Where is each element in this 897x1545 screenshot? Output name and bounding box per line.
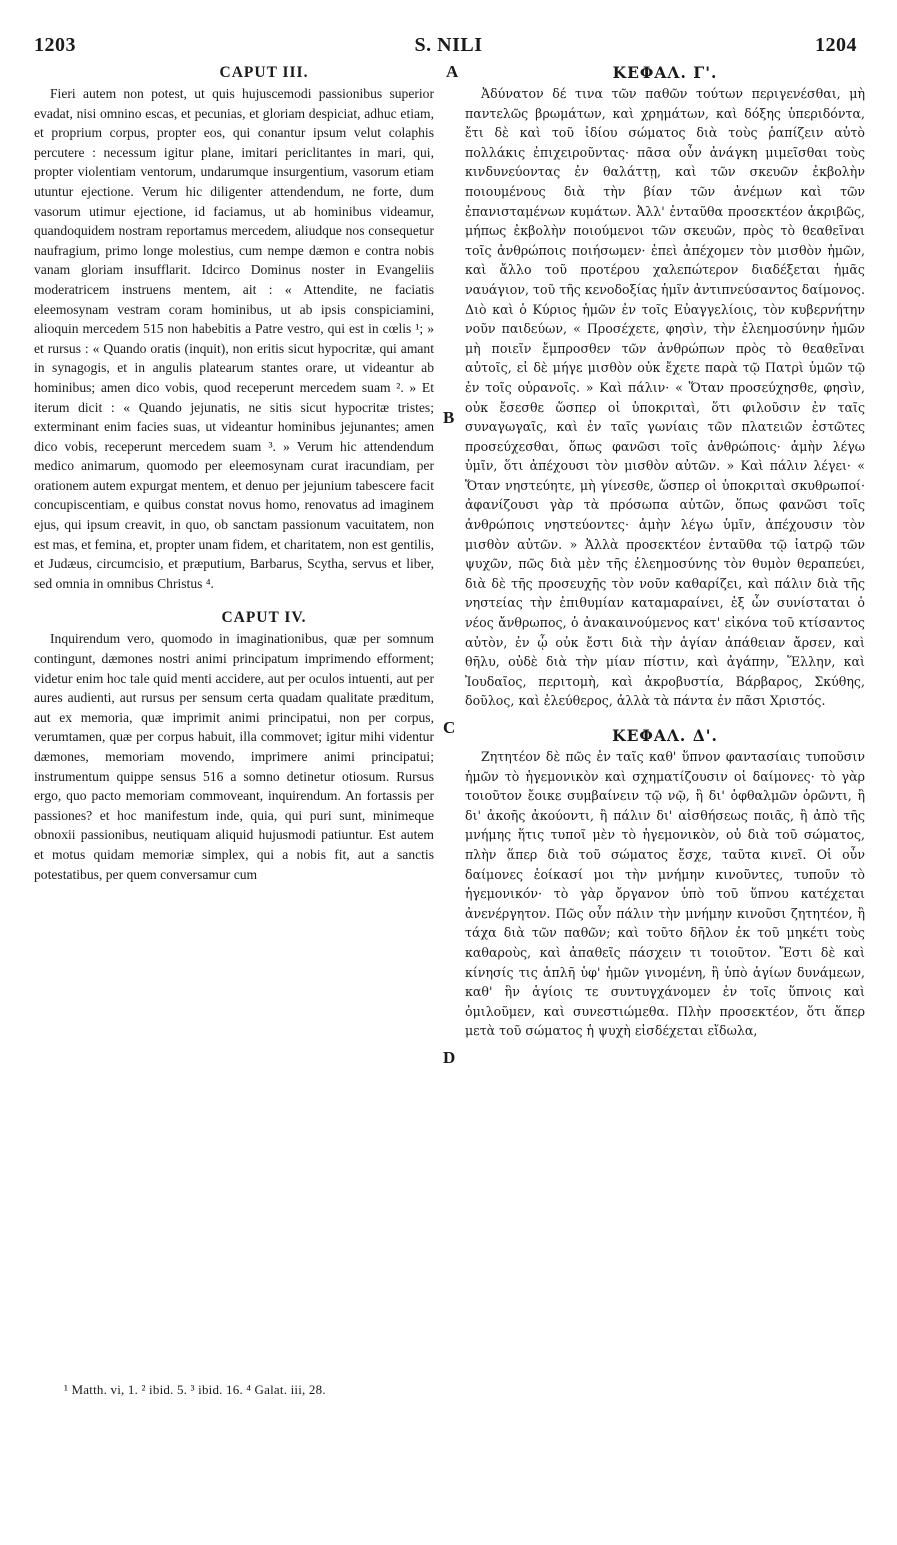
greek-chapter-4-heading: ΚΕΦΑΛ. Δ'. bbox=[612, 726, 718, 745]
greek-chapter-3-text: Ἀδύνατον δέ τινα τῶν παθῶν τούτων περιγενέσθαι, μὴ παντελῶς βρωμάτων, καὶ χρημάτων, καὶ δόξης ὑπεριδόντα, ἔτι δὲ καὶ τοῦ ἰδίου σώματος διὰ τοὺς ῥαπίζειν αὐτὸ πολλάκις ἐπιχειροῦντας· πᾶσα οὖν ἀνάγκη μιμεῖσθαι τοὺς κινδυνεύοντας ἐν θαλάττῃ, καὶ τῶν σκευῶν ἐκβολὴν ποιουμένους διὰ τὴν βίαν τῶν ἀνέμων καὶ τῶν ἐπανισταμένων κυμάτων. Ἀλλ' ἐνταῦθα προσεκτέον ἀκριβῶς, μήπως ἐκβολὴν ποιούμενοι τῶν σκευῶν, πρὸς τὸ θεαθεῖναι τοῖς ἀνθρώποις ποιήσωμεν· ἐπεὶ ἀπέχομεν τὸν μισθὸν ἡμῶν, καὶ ἄλλο τοῦ προτέρου χαλεπώτερον διαδέξεται ἡμᾶς ναυάγιον, τοῦ τῆς κενοδοξίας ἡμῖν ἀντιπνεύσαντος δαίμονος. Διὸ καὶ ὁ Κύριος ἡμῶν ἐν τοῖς Εὐαγγελίοις, τὸν κυβερνήτην νοῦν παιδεύων, « Προσέχετε, φησὶν, τὴν ἐλεημοσύνην ἡμῶν μὴ ποιεῖν ἔμπροσθεν τῶν ἀνθρώπων πρὸς τὸ θεαθεῖναι αὐτοῖς, εἰ δὲ μήγε μισθὸν οὐκ ἔχετε παρὰ τῷ Πατρὶ ὑμῶν τῷ ἐν τοῖς οὐρανοῖς. » Καὶ πάλιν· « Ὅταν προσεύχησθε, φησὶν, οὐκ ἔσεσθε ὥσπερ οἱ ὑποκριταὶ, ὅτι φιλοῦσιν ἐν ταῖς συναγωγαῖς, καὶ ἐν ταῖς γωνίαις τῶν πλατειῶν ἑστῶτες προσεύχεσθαι, ὅπως φανῶσι τοῖς ἀνθρώποις· ἀμὴν λέγω ὑμῖν, ὅτι ἀπέχουσι τὸν μισθὸν αὐτῶν. » Καὶ πάλιν λέγει· « Ὅταν νηστεύητε, μὴ γίνεσθε, ὥσπερ οἱ ὑποκριταὶ σκυθρωποί· ἀφανίζουσι γὰρ τὰ πρόσωπα αὐτῶν, ὅπως φανῶσι τοῖς ἀνθρώποις νηστεύοντες· ἀμὴν λέγω ὑμῖν, ἀπέχουσιν τὸν μισθὸν αὐτῶν. » Ἀλλὰ προσεκτέον ἐνταῦθα τῷ ἰατρῷ τῶν ψυχῶν, πῶς διὰ μὲν τῆς ἐλεημοσύνης τὸν θυμὸν θεραπεύει, διὰ δὲ τῆς προσευχῆς τὸν νοῦν καθαρίζει, καὶ πάλιν διὰ τῆς νηστείας τὴν ἐπιθυμίαν καταμαραίνει, ἐξ ὧν συνίσταται ὁ νέος ἄνθρωπος, ὁ ἀνακαινούμενος κατ' εἰκόνα τοῦ κτίσαντος αὐτὸν, ἐν ᾧ οὐκ ἔστι διὰ τὴν ἁγίαν ἀπάθειαν ἄρσεν, καὶ θῆλυ, οὐδὲ διὰ τὴν μίαν πίστιν, καὶ ἀγάπην, Ἕλλην, καὶ Ἰουδαῖος, περιτομὴ, καὶ ἀκροβυστία, Βάρβαρος, Σκύθης, δοῦλος, καὶ ἐλεύθερος, ἀλλὰ τὰ πάντα ἐν πᾶσι Χριστός. bbox=[465, 86, 865, 709]
margin-marker-b: B bbox=[443, 408, 455, 427]
running-title: S. NILI bbox=[414, 34, 483, 56]
greek-chapter-3-heading: ΚΕΦΑΛ. Γ'. bbox=[612, 63, 718, 82]
left-page-number: 1203 bbox=[34, 34, 76, 56]
margin-marker-d: D bbox=[443, 1048, 456, 1067]
latin-chapter-3-text: Fieri autem non potest, ut quis hujuscemodi passionibus superior evadat, nisi omnino escas, et pecunias, et gloriam despiciat, adhuc etiam, et proprium corpus, propter eos, qui conantur ipsum velut colaphis percutere : necessum igitur plane, imitari periclitantes in mari, qui, propter violentiam ventorum, undarumque insurgentium, vasorum etiam utuntur ejectione. Verum hic diligenter attendendum, ne forte, dum vasorum utimur ejectione, id faciamus, ut ab hominibus videamur, quandoquidem nostram reportamus mercedem, aliudque nos consequetur naufragium, primo longe molestius, cum nempe dæmon e contra nobis vanam gloriam insufflarit. Idcirco Dominus noster in Evangeliis moderatricem instruens mentem, ait : « Attendite, ne faciatis eleemosynam vestram coram hominibus, ut ab ipsis conspiciamini, alioquin mercedem 515 non habebitis a Patre vestro, qui est in cœlis ¹; » et rursus : « Quando oratis (inquit), non eritis sicut hypocritæ, qui amant in synagogis, et in angulis platearum stantes orare, ut videantur ab hominibus; amen dico vobis, quod receperunt mercedem suam ². » Et iterum dicit : « Quando jejunatis, ne sitis sicut hypocritæ tristes; exterminant enim facies suas, ut videantur hominibus jejunantes; amen dico vobis, receperunt mercedem suam ³. » Verum hic attendendum medico animarum, quomodo per eleemosynam curat iracundiam, per orationem autem expurgat mentem, et denuo per jejunium tabescere facit concupiscentiam, e quibus constat novus homo, renovatus ad imaginem ejus, qui ipsum creavit, in quo, ob sanctam passionum vacuitatem, non est mas, et femina, et, propter unam fidem, et charitatem, non est gentilis, et Judæus, circumcisio, et præputium, Barbarus, Scytha, servus et liber, sed omnia in omnibus Christus ⁴. bbox=[34, 86, 434, 591]
latin-chapter-4-text: Inquirendum vero, quomodo in imaginationibus, quæ per somnum contingunt, dæmones nostri animi principatum imprimendo efforment; videtur enim hoc tale quid menti accidere, aut per oculos intuenti, aut per aures audienti, aut rursus per sensum certa quadam qualitate præditum, aut ex memoria, quæ imprimit animi principatui, non per corpus, verumtamen, quæ per corpus habuit, illa commovet; igitur mihi videntur dæmones, memoriam movendo, imprimere animi principatui; instrumentum quippe sensus 516 a somno detinetur otiosum. Rursus ergo, quo pacto memoriam commoveant, inquirendum. An fortassis per passiones? et hoc manifestum inde, quia, qui puri sunt, minimeque obnoxii passionibus, neutiquam aliquid hujusmodi patiuntur. Est autem et motus quidam memoriæ simplex, qui a nobis fit, aut a sanctis potestatibus, per quem conversamur cum bbox=[34, 631, 434, 882]
greek-column bbox=[465, 62, 865, 1041]
footnotes: ¹ Matth. vi, 1. ² ibid. 5. ³ ibid. 16. ⁴ Galat. iii, 28. bbox=[64, 1382, 326, 1397]
margin-marker-c: C bbox=[443, 718, 456, 737]
right-page-number: 1204 bbox=[815, 34, 857, 56]
latin-column bbox=[34, 62, 434, 884]
margin-marker-a: A bbox=[446, 62, 459, 81]
latin-chapter-3-heading: CAPUT III. bbox=[219, 64, 309, 81]
latin-chapter-4-heading: CAPUT IV. bbox=[221, 609, 307, 627]
greek-chapter-4-text: Ζητητέον δὲ πῶς ἐν ταῖς καθ' ὕπνον φαντασίαις τυποῦσιν ἡμῶν τὸ ἡγεμονικὸν καὶ σχηματίζουσιν οἱ δαίμονες· τὸ γὰρ τοιοῦτον ἔοικε συμβαίνειν τῷ νῷ, ἢ δι' ὀφθαλμῶν ὁρῶντι, ἢ δι' ἀκοῆς ἀκούοντι, ἢ πάλιν δι' αἰσθήσεως ποιᾶς, ἢ ἀπὸ τῆς μνήμης ἥτις τυποῖ μὲν τὸ ἡγεμονικὸν, οὐ διὰ τοῦ σώματος, πλὴν ἅπερ διὰ τοῦ σώματος ἔσχε, ταῦτα κινεῖ. Οἱ οὖν δαίμονες ἐοίκασί μοι τὴν μνήμην κινοῦντες, τυποῦν τὸ ἡγεμονικόν· τὸ γὰρ ὄργανον ὑπὸ τοῦ ὕπνου κατέχεται ἀνενέργητον. Πῶς οὖν πάλιν τὴν μνήμην κινοῦσι ζητητέον, ἢ τάχα διὰ τῶν παθῶν; καὶ τοῦτο δῆλον ἐκ τοῦ μηκέτι τοὺς καθαροὺς, καὶ ἀπαθεῖς πάσχειν τι τοιοῦτον. Ἔστι δὲ καὶ κίνησίς τις ἁπλῆ ὑφ' ἡμῶν γινομένη, ἢ ὑπὸ ἁγίων δυνάμεων, καθ' ἣν ἁγίοις τε συντυγχάνομεν ἐν τοῖς ὕπνοις καὶ ὁμιλοῦμεν, καὶ συνεστιώμεθα. Πλὴν προσεκτέον, ὅτι ἅπερ μετὰ τοῦ σώματος ἡ ψυχὴ εἰσδέχεται εἴδωλα, bbox=[465, 749, 865, 1039]
